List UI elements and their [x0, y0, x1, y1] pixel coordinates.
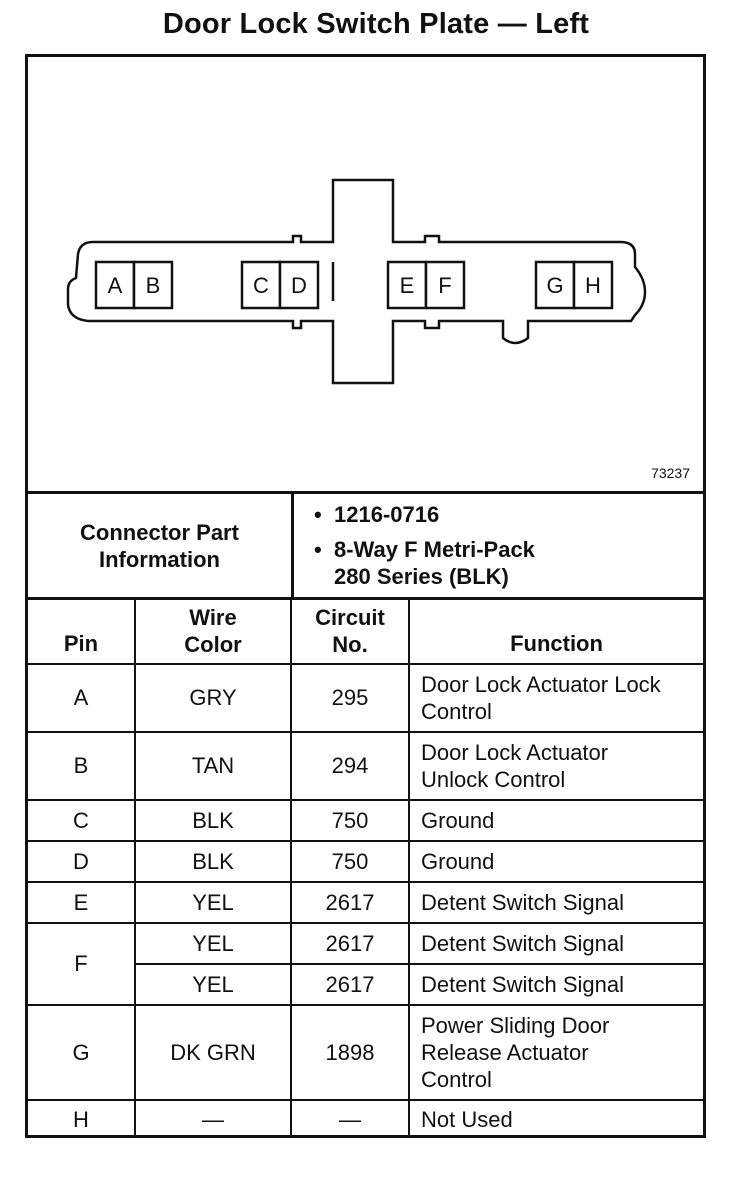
pin-cell: F [28, 923, 135, 1005]
pin-cell: D [28, 841, 135, 882]
function-cell: Power Sliding Door Release Actuator Control [409, 1005, 703, 1100]
function-cell: Not Used [409, 1100, 703, 1138]
table-row [28, 1005, 703, 1100]
table-row [28, 841, 703, 882]
table-row [28, 1100, 703, 1138]
connector-diagram [28, 57, 703, 494]
header-function: Function [409, 598, 703, 664]
pin-label-h: H [585, 273, 601, 298]
circuit-cell: 750 [291, 841, 409, 882]
connector-sheet [25, 54, 706, 1138]
wire-color-cell: GRY [135, 664, 291, 732]
header-wire-color-text: Wire Color [184, 605, 242, 657]
connector-info-row [28, 494, 703, 600]
pin-label-a: A [107, 273, 123, 298]
header-pin: Pin [28, 598, 135, 664]
figure-number: 73237 [651, 465, 690, 481]
circuit-cell: — [291, 1100, 409, 1138]
circuit-cell: 1898 [291, 1005, 409, 1100]
function-cell: Door Lock Actuator Lock Control [409, 664, 703, 732]
pin-cell: E [28, 882, 135, 923]
connector-info-label [28, 494, 294, 597]
pin-label-f: F [438, 273, 452, 298]
connector-face-drawing [28, 57, 703, 491]
header-wire-color [135, 598, 291, 664]
table-row [28, 923, 703, 964]
pin-cell: B [28, 732, 135, 800]
wire-color-cell: YEL [135, 964, 291, 1005]
connector-info-label-text: Connector Part Information [80, 519, 239, 572]
wire-color-cell: YEL [135, 882, 291, 923]
function-cell: Detent Switch Signal [409, 923, 703, 964]
header-circuit-text: Circuit No. [315, 605, 385, 657]
table-row [28, 732, 703, 800]
pin-label-b: B [145, 273, 161, 298]
wire-color-cell: TAN [135, 732, 291, 800]
pin-label-c: C [253, 273, 269, 298]
header-circuit [291, 598, 409, 664]
pin-cell: A [28, 664, 135, 732]
wire-color-cell: — [135, 1100, 291, 1138]
circuit-cell: 2617 [291, 923, 409, 964]
circuit-cell: 294 [291, 732, 409, 800]
wire-color-cell: YEL [135, 923, 291, 964]
function-cell: Detent Switch Signal [409, 882, 703, 923]
pin-table [28, 597, 703, 1138]
pin-cell: H [28, 1100, 135, 1138]
circuit-cell: 2617 [291, 964, 409, 1005]
function-cell: Detent Switch Signal [409, 964, 703, 1005]
connector-info-values [294, 494, 703, 597]
wire-color-cell: BLK [135, 800, 291, 841]
pin-label-g: G [546, 273, 564, 298]
wire-color-cell: BLK [135, 841, 291, 882]
pin-cell: G [28, 1005, 135, 1100]
wire-color-cell: DK GRN [135, 1005, 291, 1100]
pin-label-e: E [399, 273, 415, 298]
connector-part-number: • 1216-0716 [334, 501, 439, 528]
pin-cell: C [28, 800, 135, 841]
function-cell: Ground [409, 841, 703, 882]
function-cell: Door Lock Actuator Unlock Control [409, 732, 703, 800]
function-cell: Ground [409, 800, 703, 841]
circuit-cell: 750 [291, 800, 409, 841]
table-header-row [28, 598, 703, 664]
connector-type: • 8-Way F Metri-Pack 280 Series (BLK) [334, 536, 535, 590]
page-title: Door Lock Switch Plate — Left [162, 8, 590, 40]
circuit-cell: 295 [291, 664, 409, 732]
table-row [28, 800, 703, 841]
table-row [28, 664, 703, 732]
circuit-cell: 2617 [291, 882, 409, 923]
pin-label-d: D [291, 273, 307, 298]
table-row [28, 882, 703, 923]
